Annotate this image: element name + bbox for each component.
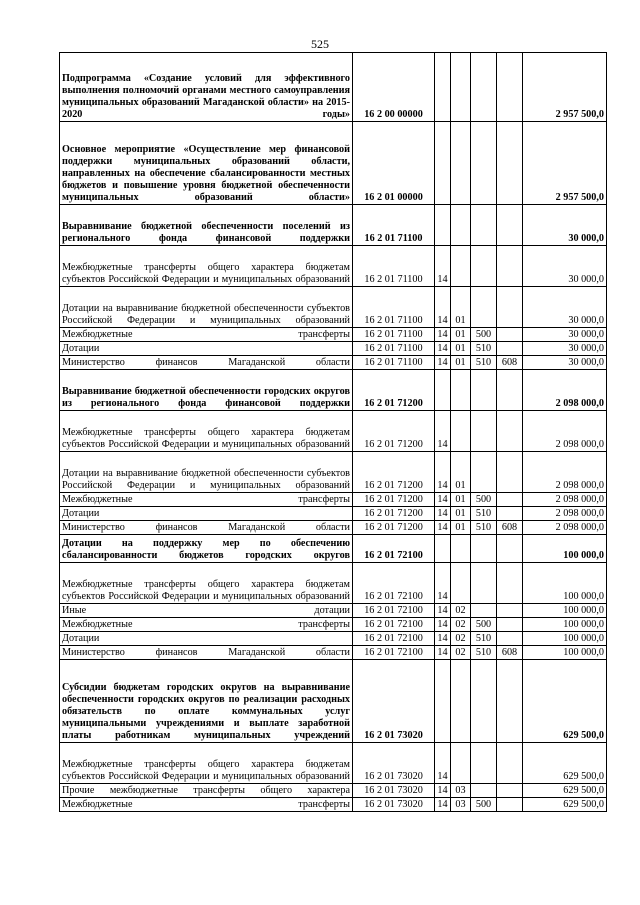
row-subsection-cell: 01 (451, 342, 471, 356)
row-name-cell: Дотации на выравнивание бюджетной обеспеченности субъектов Российской Федерации и муниципальных образований (60, 287, 353, 328)
row-subsection-cell (451, 205, 471, 246)
table-row (60, 452, 607, 493)
row-amount-cell: 30 000,0 (523, 342, 607, 356)
row-name-cell: Межбюджетные трансферты общего характера бюджетам субъектов Российской Федерации и муниципальных образований (60, 563, 353, 604)
row-expense-type-cell (471, 246, 497, 287)
row-expense-type-cell (471, 122, 497, 205)
row-admin-code-cell: 608 (497, 521, 523, 535)
row-amount-cell: 30 000,0 (523, 328, 607, 342)
row-admin-code-cell (497, 246, 523, 287)
row-admin-code-cell (497, 328, 523, 342)
row-name-cell: Межбюджетные трансферты (60, 328, 353, 342)
row-amount-cell: 629 500,0 (523, 660, 607, 743)
row-section-cell: 14 (435, 604, 451, 618)
row-code-cell: 16 2 01 71100 (353, 356, 435, 370)
row-subsection-cell: 02 (451, 618, 471, 632)
row-expense-type-cell (471, 743, 497, 784)
row-code-cell: 16 2 01 71100 (353, 342, 435, 356)
row-code-cell: 16 2 01 73020 (353, 798, 435, 812)
table-row (60, 493, 607, 507)
row-expense-type-cell: 500 (471, 328, 497, 342)
row-subsection-cell: 01 (451, 287, 471, 328)
row-name-cell: Межбюджетные трансферты (60, 493, 353, 507)
row-name-cell: Межбюджетные трансферты общего характера бюджетам субъектов Российской Федерации и муниципальных образований (60, 411, 353, 452)
row-name-cell: Прочие межбюджетные трансферты общего характера (60, 784, 353, 798)
row-section-cell (435, 205, 451, 246)
row-amount-cell: 2 098 000,0 (523, 507, 607, 521)
row-section-cell: 14 (435, 493, 451, 507)
row-admin-code-cell: 608 (497, 356, 523, 370)
row-code-cell: 16 2 01 71100 (353, 328, 435, 342)
row-expense-type-cell: 510 (471, 356, 497, 370)
row-admin-code-cell (497, 205, 523, 246)
row-admin-code-cell (497, 411, 523, 452)
row-expense-type-cell: 500 (471, 618, 497, 632)
row-admin-code-cell (497, 53, 523, 122)
table-row (60, 563, 607, 604)
table-row (60, 632, 607, 646)
row-expense-type-cell (471, 784, 497, 798)
row-amount-cell: 100 000,0 (523, 604, 607, 618)
row-amount-cell: 2 957 500,0 (523, 53, 607, 122)
row-name-cell: Подпрограмма «Создание условий для эффективного выполнения полномочий органами местного самоуправления муниципальных образований Магаданской области» на 2015-2020 годы» (60, 53, 353, 122)
row-subsection-cell (451, 660, 471, 743)
row-name-cell: Межбюджетные трансферты общего характера бюджетам субъектов Российской Федерации и муниципальных образований (60, 246, 353, 287)
row-subsection-cell (451, 246, 471, 287)
row-amount-cell: 100 000,0 (523, 563, 607, 604)
row-subsection-cell: 01 (451, 452, 471, 493)
table-row (60, 328, 607, 342)
row-section-cell: 14 (435, 618, 451, 632)
row-subsection-cell: 03 (451, 798, 471, 812)
row-expense-type-cell: 510 (471, 521, 497, 535)
row-amount-cell: 629 500,0 (523, 784, 607, 798)
row-admin-code-cell (497, 798, 523, 812)
row-expense-type-cell: 500 (471, 798, 497, 812)
row-code-cell: 16 2 01 71100 (353, 205, 435, 246)
row-name-cell: Субсидии бюджетам городских округов на выравнивание обеспеченности городских округов по реализации расходных обязательств по оплате коммунальных услуг муниципальными учреждениями и выплате заработной платы работникам муниципальных учреждений (60, 660, 353, 743)
row-code-cell: 16 2 01 71100 (353, 246, 435, 287)
row-section-cell: 14 (435, 743, 451, 784)
row-expense-type-cell (471, 535, 497, 563)
row-code-cell: 16 2 01 00000 (353, 122, 435, 205)
row-code-cell: 16 2 01 73020 (353, 660, 435, 743)
row-amount-cell: 30 000,0 (523, 356, 607, 370)
row-admin-code-cell (497, 632, 523, 646)
row-code-cell: 16 2 01 71200 (353, 452, 435, 493)
row-subsection-cell: 01 (451, 521, 471, 535)
row-name-cell: Дотации (60, 342, 353, 356)
row-admin-code-cell: 608 (497, 646, 523, 660)
row-section-cell: 14 (435, 563, 451, 604)
row-amount-cell: 629 500,0 (523, 798, 607, 812)
row-amount-cell: 2 098 000,0 (523, 370, 607, 411)
row-section-cell: 14 (435, 328, 451, 342)
row-amount-cell: 2 098 000,0 (523, 493, 607, 507)
row-code-cell: 16 2 01 72100 (353, 632, 435, 646)
row-name-cell: Межбюджетные трансферты общего характера бюджетам субъектов Российской Федерации и муниципальных образований (60, 743, 353, 784)
row-code-cell: 16 2 00 00000 (353, 53, 435, 122)
row-code-cell: 16 2 01 73020 (353, 784, 435, 798)
row-amount-cell: 100 000,0 (523, 618, 607, 632)
row-section-cell (435, 53, 451, 122)
row-subsection-cell: 01 (451, 507, 471, 521)
row-admin-code-cell (497, 604, 523, 618)
row-amount-cell: 2 098 000,0 (523, 411, 607, 452)
row-subsection-cell: 01 (451, 356, 471, 370)
row-name-cell: Дотации (60, 507, 353, 521)
row-admin-code-cell (497, 342, 523, 356)
row-expense-type-cell (471, 370, 497, 411)
row-expense-type-cell (471, 205, 497, 246)
row-expense-type-cell: 510 (471, 342, 497, 356)
table-row (60, 370, 607, 411)
row-amount-cell: 100 000,0 (523, 535, 607, 563)
row-amount-cell: 30 000,0 (523, 205, 607, 246)
row-admin-code-cell (497, 743, 523, 784)
row-expense-type-cell (471, 411, 497, 452)
row-subsection-cell (451, 743, 471, 784)
row-amount-cell: 100 000,0 (523, 646, 607, 660)
table-row (60, 784, 607, 798)
row-name-cell: Основное мероприятие «Осуществление мер финансовой поддержки муниципальных образований области, направленных на обеспечение сбалансированности местных бюджетов и повышение уровня бюджетной обеспеченности муниципальных образований области» (60, 122, 353, 205)
row-code-cell: 16 2 01 71200 (353, 411, 435, 452)
row-expense-type-cell (471, 452, 497, 493)
row-name-cell: Министерство финансов Магаданской области (60, 646, 353, 660)
row-expense-type-cell (471, 604, 497, 618)
row-expense-type-cell: 500 (471, 493, 497, 507)
row-subsection-cell: 03 (451, 784, 471, 798)
row-name-cell: Дотации на поддержку мер по обеспечению сбалансированности бюджетов городских округов (60, 535, 353, 563)
row-name-cell: Дотации на выравнивание бюджетной обеспеченности субъектов Российской Федерации и муниципальных образований (60, 452, 353, 493)
row-section-cell (435, 122, 451, 205)
row-code-cell: 16 2 01 71200 (353, 370, 435, 411)
row-admin-code-cell (497, 618, 523, 632)
table-row (60, 246, 607, 287)
table-row (60, 521, 607, 535)
table-row (60, 507, 607, 521)
table-row (60, 356, 607, 370)
row-section-cell: 14 (435, 784, 451, 798)
row-code-cell: 16 2 01 71200 (353, 493, 435, 507)
row-name-cell: Министерство финансов Магаданской области (60, 521, 353, 535)
row-amount-cell: 2 098 000,0 (523, 452, 607, 493)
row-code-cell: 16 2 01 72100 (353, 618, 435, 632)
row-subsection-cell: 02 (451, 646, 471, 660)
row-subsection-cell (451, 53, 471, 122)
row-name-cell: Межбюджетные трансферты (60, 798, 353, 812)
table-row (60, 535, 607, 563)
row-admin-code-cell (497, 784, 523, 798)
row-code-cell: 16 2 01 71100 (353, 287, 435, 328)
row-expense-type-cell: 510 (471, 507, 497, 521)
row-expense-type-cell: 510 (471, 632, 497, 646)
row-name-cell: Межбюджетные трансферты (60, 618, 353, 632)
table-row (60, 743, 607, 784)
table-row (60, 53, 607, 122)
row-section-cell (435, 370, 451, 411)
row-section-cell: 14 (435, 411, 451, 452)
row-admin-code-cell (497, 493, 523, 507)
row-admin-code-cell (497, 452, 523, 493)
row-amount-cell: 30 000,0 (523, 287, 607, 328)
row-subsection-cell (451, 563, 471, 604)
row-expense-type-cell (471, 53, 497, 122)
row-admin-code-cell (497, 507, 523, 521)
row-amount-cell: 2 957 500,0 (523, 122, 607, 205)
row-section-cell: 14 (435, 342, 451, 356)
table-row (60, 122, 607, 205)
row-section-cell: 14 (435, 452, 451, 493)
row-code-cell: 16 2 01 72100 (353, 563, 435, 604)
row-expense-type-cell (471, 287, 497, 328)
row-amount-cell: 30 000,0 (523, 246, 607, 287)
table-row (60, 604, 607, 618)
row-admin-code-cell (497, 122, 523, 205)
row-section-cell: 14 (435, 246, 451, 287)
table-row (60, 660, 607, 743)
row-code-cell: 16 2 01 71200 (353, 507, 435, 521)
row-name-cell: Выравнивание бюджетной обеспеченности городских округов из регионального фонда финансовой поддержки (60, 370, 353, 411)
row-code-cell: 16 2 01 72100 (353, 604, 435, 618)
row-admin-code-cell (497, 563, 523, 604)
row-amount-cell: 100 000,0 (523, 632, 607, 646)
row-expense-type-cell (471, 563, 497, 604)
row-section-cell: 14 (435, 521, 451, 535)
row-admin-code-cell (497, 660, 523, 743)
table-row (60, 342, 607, 356)
row-section-cell: 14 (435, 632, 451, 646)
row-section-cell: 14 (435, 287, 451, 328)
row-subsection-cell (451, 370, 471, 411)
table-row (60, 618, 607, 632)
row-subsection-cell: 01 (451, 493, 471, 507)
table-row (60, 798, 607, 812)
row-code-cell: 16 2 01 71200 (353, 521, 435, 535)
page-number: 525 (311, 37, 329, 51)
row-subsection-cell (451, 411, 471, 452)
table-row (60, 646, 607, 660)
row-section-cell: 14 (435, 507, 451, 521)
row-amount-cell: 2 098 000,0 (523, 521, 607, 535)
table-row (60, 411, 607, 452)
budget-table-body (60, 53, 607, 812)
table-row (60, 287, 607, 328)
row-subsection-cell: 02 (451, 632, 471, 646)
row-code-cell: 16 2 01 73020 (353, 743, 435, 784)
row-section-cell (435, 660, 451, 743)
row-code-cell: 16 2 01 72100 (353, 646, 435, 660)
row-section-cell: 14 (435, 646, 451, 660)
row-admin-code-cell (497, 287, 523, 328)
row-expense-type-cell (471, 660, 497, 743)
row-subsection-cell: 01 (451, 328, 471, 342)
row-name-cell: Выравнивание бюджетной обеспеченности поселений из регионального фонда финансовой поддержки (60, 205, 353, 246)
row-expense-type-cell: 510 (471, 646, 497, 660)
table-row (60, 205, 607, 246)
row-admin-code-cell (497, 370, 523, 411)
row-section-cell (435, 535, 451, 563)
row-code-cell: 16 2 01 72100 (353, 535, 435, 563)
row-section-cell: 14 (435, 356, 451, 370)
row-name-cell: Дотации (60, 632, 353, 646)
row-section-cell: 14 (435, 798, 451, 812)
row-subsection-cell (451, 535, 471, 563)
row-amount-cell: 629 500,0 (523, 743, 607, 784)
row-admin-code-cell (497, 535, 523, 563)
row-name-cell: Министерство финансов Магаданской области (60, 356, 353, 370)
row-subsection-cell: 02 (451, 604, 471, 618)
budget-table (59, 52, 607, 812)
row-name-cell: Иные дотации (60, 604, 353, 618)
row-subsection-cell (451, 122, 471, 205)
